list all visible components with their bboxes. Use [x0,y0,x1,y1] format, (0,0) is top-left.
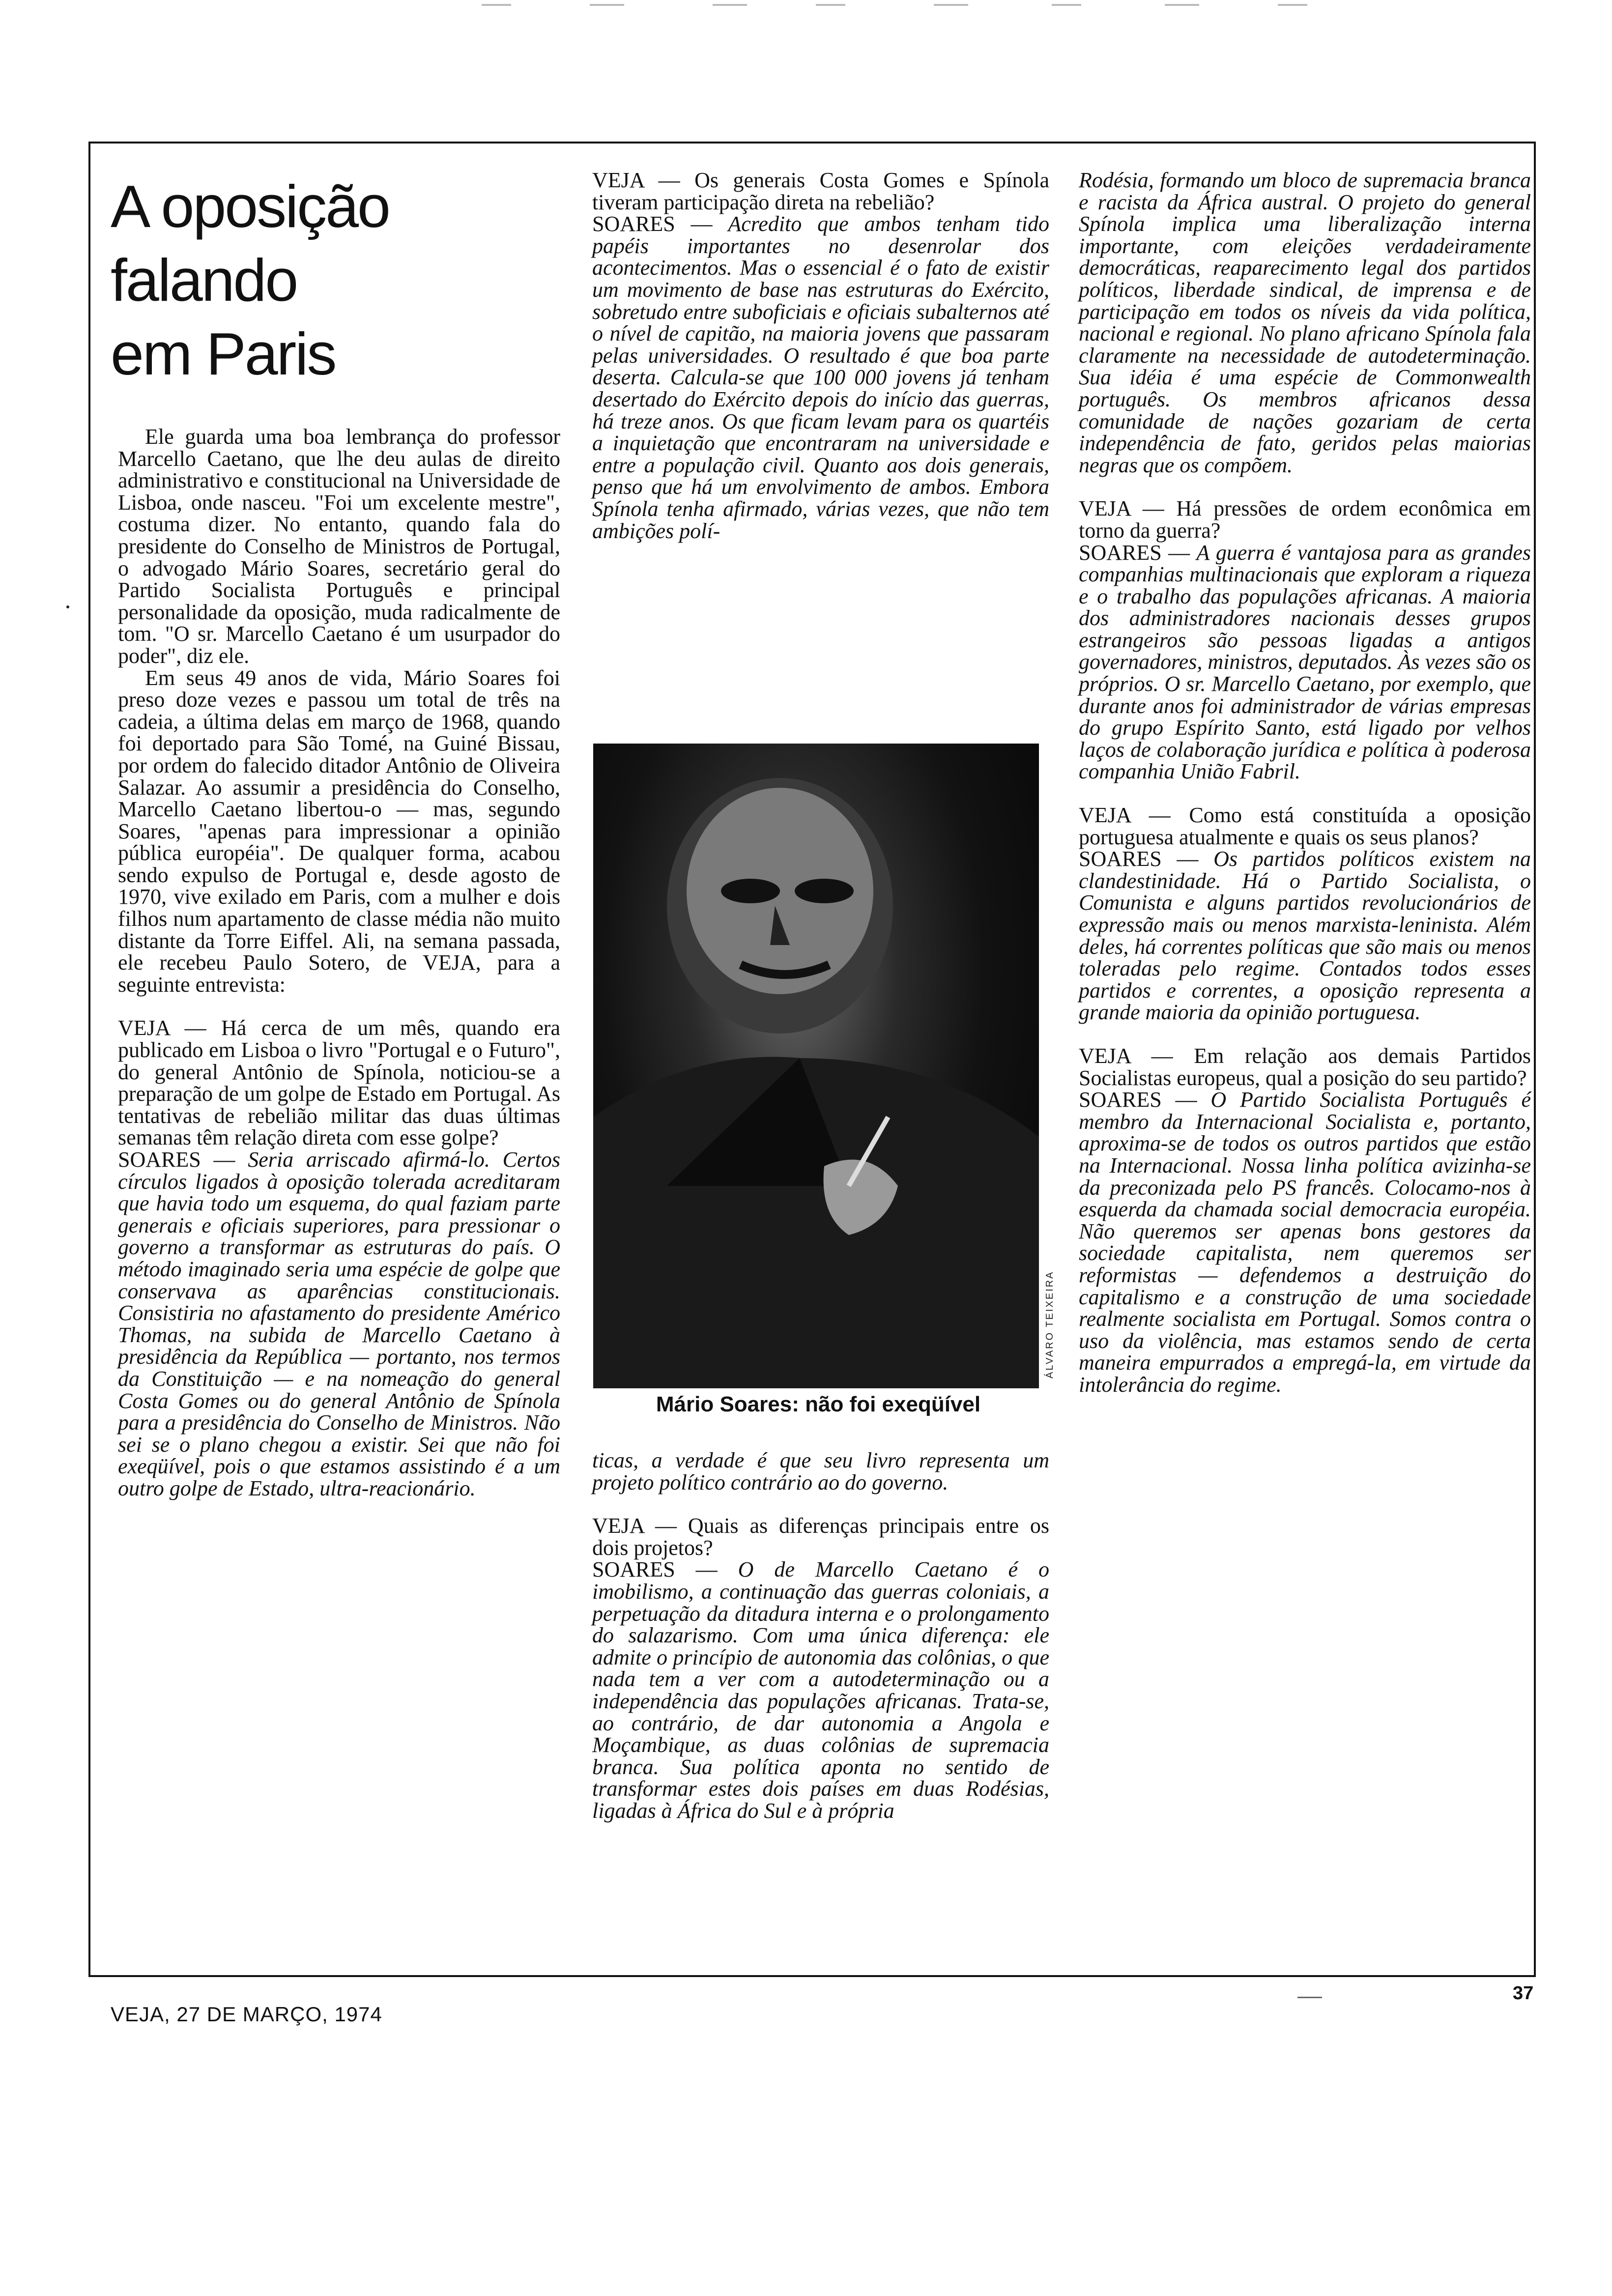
headline-line-3: em Paris [111,320,336,387]
answer-3-continued: Rodésia, formando um bloco de supremacia branca e racista da África austral. O projeto do general Spínola implica uma liberalização interna importante, com eleições verdadeiramente democráticas, reaparecimento legal dos partidos políticos, liberdade sindical, de imprensa e de participação em todos os níveis da vida política, nacional e regional. No plano africano Spínola fala claramente na necessidade de autodeterminação. Sua idéia é uma espécie de Commonwealth português. Os membros africanos dessa comunidade de nações gozariam de certa independência de fato, geridos pelas maiorias negras que os compõem. [1079,168,1531,477]
photo-caption: Mário Soares: não foi exeqüível [656,1392,981,1416]
answer-3 [592,1559,1049,1822]
answer-3-label: SOARES — [592,1557,738,1582]
photo-credit: ÁLVARO TEIXEIRA [1044,1270,1055,1378]
intro-text [118,426,560,1500]
answer-2 [592,213,1049,542]
column-2 [592,170,1049,542]
scan-speck [66,605,69,608]
mario-soares-photo [593,744,1039,1388]
column-3-text [1079,170,1531,1396]
answer-1 [118,1149,560,1500]
answer-4 [1079,542,1531,783]
answer-6-text: O Partido Socialista Português é membro da Internacional Socialista e, portanto, aproxima-se de todos os outros partidos que estão na Internacional. Nossa linha política avizinha-se da preconizada pelo PS francês. Colocamo-nos à esquerda da chamada social democracia européia. Não queremos ser apenas bons gestores da sociedade capitalista, nem queremos ser reformistas — defendemos a destruição do capitalismo e a construção de uma sociedade realmente socialista em Portugal. Somos contra o uso da violência, mas estamos sendo de certa maneira empurrados a empregá-la, em virtude da intolerância do regime. [1079,1088,1531,1397]
column-2-text [592,170,1049,542]
answer-5-text: Os partidos políticos existem na clandestinidade. Há o Partido Socialista, o Comunista e alguns partidos revolucionários de expressão mais ou menos marxista-leninista. Além deles, há correntes políticas que são mais ou menos toleradas pelo regime. Contados todos esses partidos e correntes, a oposição representa a grande maioria da opinião portuguesa. [1079,847,1531,1025]
answer-1-text: Seria arriscado afirmá-lo. Certos círculos ligados à oposição tolerada acreditaram que havia todo um esquema, do qual faziam parte generais e oficiais superiores, para pressionar o governo a transformar as estruturas do país. O método imaginado seria uma espécie de golpe que conservava as aparências constitucionais. Consistiria no afastamento do presidente Américo Thomas, na subida de Marcello Caetano à presidência da República — portanto, nos termos da Constituição — e na nomeação do general Costa Gomes ou do general Antônio de Spínola para a presidência do Conselho de Ministros. Não sei se o plano chegou a existir. Sei que não foi exeqüível, pois o que estamos assistindo é a um outro golpe de Estado, ultra-reacionário. [118,1148,560,1500]
column-2-continued-text [592,1450,1049,1822]
answer-2-label: SOARES — [592,212,728,236]
answer-6 [1079,1089,1531,1396]
question-1: VEJA — Há cerca de um mês, quando era publicado em Lisboa o livro "Portugal e o Futuro", do general Antônio de Spínola, noticiou-se a preparação de um golpe de Estado em Portugal. As tentativas de rebelião militar das duas últimas semanas têm relação direta com esse golpe? [118,1016,560,1150]
question-5: VEJA — Como está constituída a oposição portuguesa atualmente e quais os seus planos? [1079,803,1531,849]
question-4: VEJA — Há pressões de ordem econômica em torno da guerra? [1079,496,1531,543]
question-3: VEJA — Quais as diferenças principais entre os dois projetos? [592,1514,1049,1560]
answer-2-text: Acredito que ambos tenham tido papéis importantes no desenrolar dos acontecimentos. Mas o essencial é o fato de existir um movimento de base nas estruturas do Exército, sobretudo entre suboficiais e oficiais subalternos até o nível de capitão, na maioria jovens que passaram pelas universidades. O resultado é que boa parte deserta. Calcula-se que 100 000 jovens já tenham desertado do Exército depois do início das guerras, há treze anos. Os que ficam levam para os quartéis a inquietação que encontraram na universidade e entre a população civil. Quanto aos dois generais, penso que há um envolvimento de ambos. Embora Spínola tenha afirmado, várias vezes, que não tem ambições polí- [592,212,1050,543]
question-2: VEJA — Os generais Costa Gomes e Spínola tiveram participação direta na rebelião? [592,168,1049,214]
answer-3-text: O de Marcello Caetano é o imobilismo, a continuação das guerras coloniais, a perpetuação da ditadura interna e o prolongamento do salazarismo. Com uma única diferença: ele admite o princípio de autonomia das colônias, o que nada tem a ver com a autodeterminação ou a independência das populações africanas. Trata-se, ao contrário, de dar autonomia a Angola e Moçambique, as duas colônias de supremacia branca. Sua política aponta no sentido de transformar estes dois países em duas Rodésias, ligadas à África do Sul e à própria [592,1557,1050,1823]
intro-paragraph-1: Ele guarda uma boa lembrança do professor Marcello Caetano, que lhe deu aulas de direito administrativo e constitucional na Universidade de Lisboa, onde nasceu. "Foi um excelente mestre", costuma dizer. No entanto, quando fala do presidente do Conselho de Ministros de Portugal, o advogado Mário Soares, secretário geral do Partido Socialista Português e principal personalidade da oposição, muda radicalmente de tom. "O sr. Marcello Caetano é um usurpador do poder", diz ele. [118,425,560,668]
question-6: VEJA — Em relação aos demais Partidos Socialistas europeus, qual a posição do seu partido? [1079,1043,1531,1090]
publication-footer: VEJA, 27 DE MARÇO, 1974 [111,2003,382,2026]
column-3 [1079,170,1531,1396]
column-2-continued [592,1450,1049,1822]
headline-line-1: A oposição [111,173,389,240]
headline-line-2: falando [111,247,297,314]
article-headline [111,170,560,391]
scan-mark [1297,1997,1322,1998]
answer-6-label: SOARES — [1079,1088,1211,1112]
scan-top-marks [0,0,1612,15]
answer-1-label: SOARES — [118,1148,248,1172]
answer-4-label: SOARES — [1079,540,1197,565]
answer-5 [1079,848,1531,1024]
page-number: 37 [1513,1983,1534,2004]
answer-4-text: A guerra é vantajosa para as grandes companhias multinacionais que exploram a riqueza e o trabalho das populações africanas. A maioria dos administradores nacionais desses grupos estrangeiros são pessoas ligadas a antigos governadores, ministros, deputados. Às vezes são os próprios. O sr. Marcello Caetano, por exemplo, que durante anos foi administrador de várias empresas do grupo Espírito Santo, está ligado por velhos laços de colaboração jurídica e política à poderosa companhia União Fabril. [1079,540,1531,784]
answer-5-label: SOARES — [1079,847,1214,871]
column-1 [111,170,560,1500]
answer-2-continued: ticas, a verdade é que seu livro representa um projeto político contrário ao do governo. [592,1448,1049,1494]
intro-paragraph-2: Em seus 49 anos de vida, Mário Soares foi preso doze vezes e passou um total de três na cadeia, a última delas em março de 1968, quando foi deportado para São Tomé, na Guiné Bissau, por ordem do falecido ditador Antônio de Oliveira Salazar. Ao assumir a presidência do Conselho, Marcello Caetano libertou-o — mas, segundo Soares, "apenas para impressionar a opinião pública européia". De qualquer forma, acabou sendo expulso de Portugal e, desde agosto de 1970, vive exilado em Paris, com a mulher e dois filhos num apartamento de classe média não muito distante da Torre Eiffel. Ali, na semana passada, ele recebeu Paulo Sotero, de VEJA, para a seguinte entrevista: [118,665,560,997]
